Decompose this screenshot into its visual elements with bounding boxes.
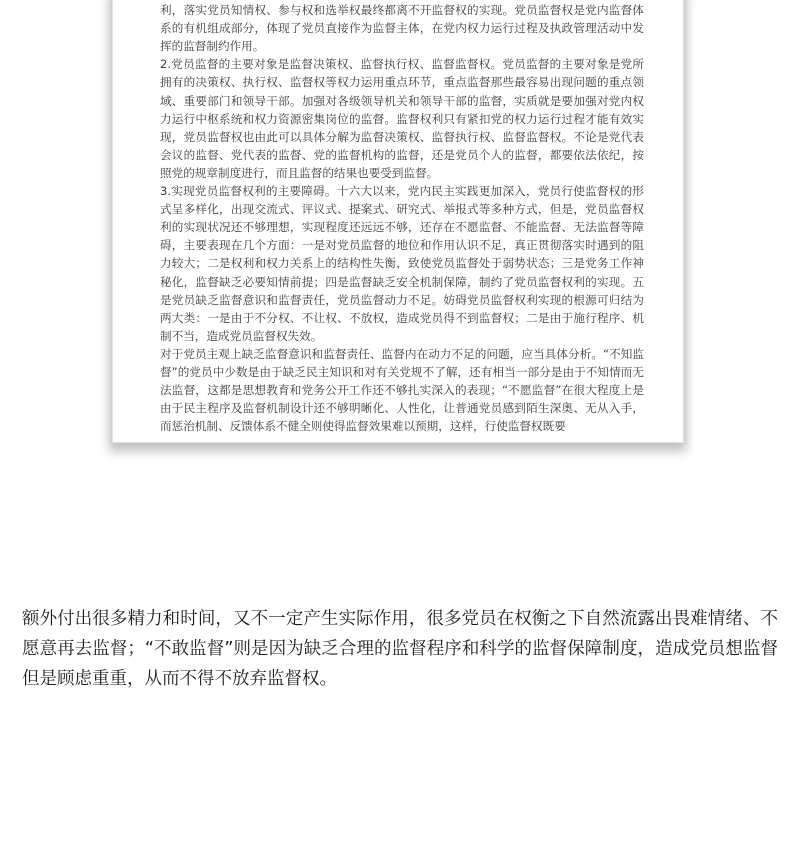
page-paragraph-4: 对于党员主观上缺乏监督意识和监督责任、监督内在动力不足的问题，应当具体分析。“不知监督”的党员中少数是由于缺乏民主知识和对有关党规不了解，还有相当一部分是由于不知情而无法监督，这都是思想教育和党务公开工作还不够扎实深入的表现；“不愿监督”在很大程度上是由于民主程序及监督机制设计还不够明晰化、人性化，让普通党员感到陌生深奥、无从入手，而惩治机制、反馈体系不健全则使得监督效果难以预期，这样，行使监督权既要 [160,346,644,434]
document-page-text [160,0,644,435]
page-paragraph-3: 3.实现党员监督权利的主要障碍。十六大以来，党内民主实践更加深入，党员行使监督权的形式呈多样化，出现交流式、评议式、提案式、研究式、举报式等多种方式，但是，党员监督权利的实现状况还不够理想，实现程度还远远不够，还存在不愿监督、不能监督、无法监督等障碍，主要表现在几个方面：一是对党员监督的地位和作用认识不足，真正贯彻落实时遇到的阻力较大；二是权利和权力关系上的结构性失衡，致使党员监督处于弱势状态；三是党务工作神秘化，监督缺乏必要知情前提；四是监督缺乏安全机制保障，制约了党员监督权利的实现。五是党员缺乏监督意识和监督责任，党员监督动力不足。妨碍党员监督权利实现的根源可归结为两大类：一是由于不分权、不让权、不放权，造成党员得不到监督权；二是由于施行程序、机制不当，造成党员监督权失效。 [160,184,644,343]
document-page-image [113,0,683,442]
page-paragraph-2: 2.党员监督的主要对象是监督决策权、监督执行权、监督监督权。党员监督的主要对象是党所拥有的决策权、执行权、监督权等权力运用重点环节，重点监督那些最容易出现问题的重点领域、重要部门和领导干部。加强对各级领导机关和领导干部的监督，实质就是要加强对党内权力运行中枢系统和权力资源密集岗位的监督。监督权利只有紧扣党的权力运行过程才能有效实现，党员监督权也由此可以具体分解为监督决策权、监督执行权、监督监督权。不论是党代表会议的监督、党代表的监督、党的监督机构的监督，还是党员个人的监督，都要依法依纪，按照党的规章制度进行，而且监督的结果也要受到监督。 [160,57,644,180]
continuation-paragraph: 额外付出很多精力和时间，又不一定产生实际作用，很多党员在权衡之下自然流露出畏难情绪、不愿意再去监督；“不敢监督”则是因为缺乏合理的监督程序和科学的监督保障制度，造成党员想监督但是顾虑重重，从而不得不放弃监督权。 [22,609,778,689]
page-paragraph-1: 利，落实党员知情权、参与权和选举权最终都离不开监督权的实现。党员监督权是党内监督体系的有机组成部分，体现了党员直接作为监督主体，在党内权力运行过程及执政管理活动中发挥的监督制约作用。 [160,3,644,54]
